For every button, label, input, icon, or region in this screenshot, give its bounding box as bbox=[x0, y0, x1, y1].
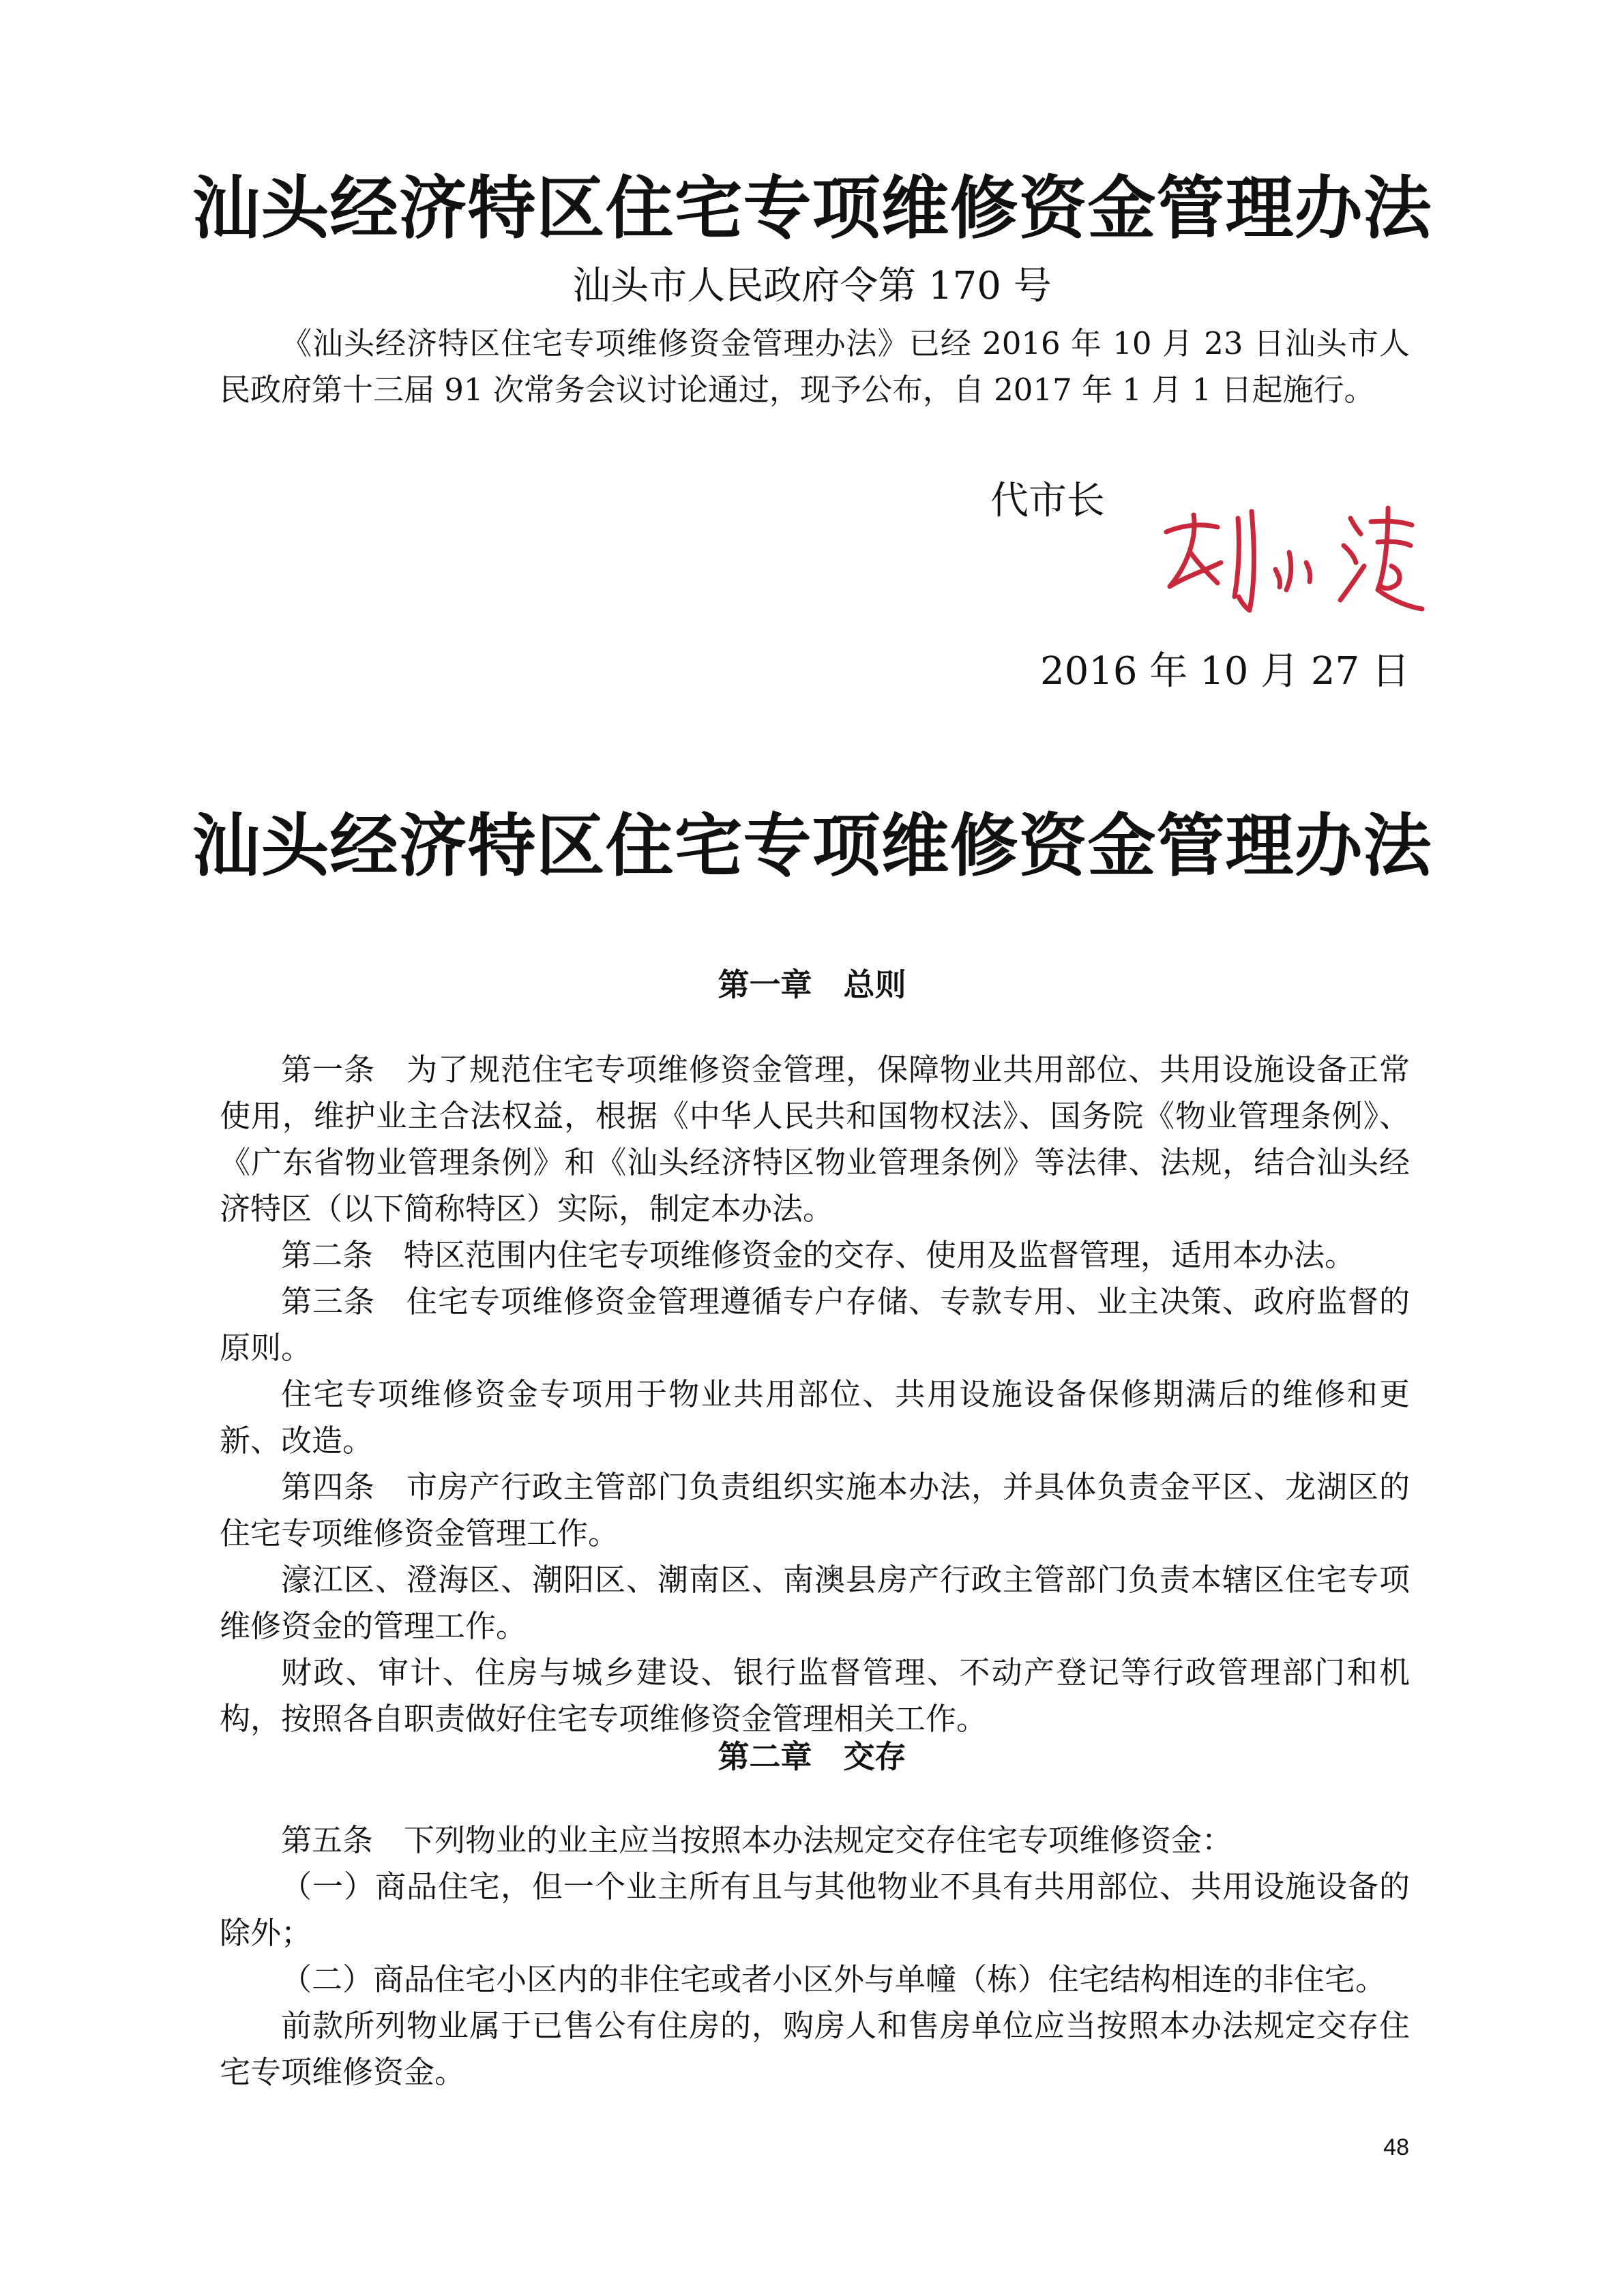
decree-number: 汕头市人民政府令第 170 号 bbox=[572, 264, 1052, 308]
article-paragraph: 第三条 住宅专项维修资金管理遵循专户存储、专款专用、业主决策、政府监督的原则。 bbox=[220, 1283, 1410, 1366]
article-paragraph: 住宅专项维修资金专项用于物业共用部位、共用设施设备保修期满后的维修和更新、改造。 bbox=[220, 1376, 1410, 1459]
article-paragraph: 第一条 为了规范住宅专项维修资金管理，保障物业共用部位、共用设施设备正常使用，维护业主合法权益，根据《中华人民共和国物权法》、国务院《物业管理条例》、《广东省物业管理条例》和《汕头经济特区物业管理条例》等法律、法规，结合汕头经济特区（以下简称特区）实际，制定本办法。 bbox=[220, 1052, 1410, 1227]
signer-title: 代市长 bbox=[990, 479, 1105, 523]
article-paragraph: 濠江区、澄海区、潮阳区、潮南区、南澳县房产行政主管部门负责本辖区住宅专项维修资金的管理工作。 bbox=[220, 1562, 1410, 1644]
handwritten-signature bbox=[1153, 488, 1426, 624]
promulgation-paragraph: 《汕头经济特区住宅专项维修资金管理办法》已经 2016 年 10 月 23 日汕头市人民政府第十三届 91 次常务会议讨论通过，现予公布，自 2017 年 1 月 1 日起施行。 bbox=[220, 325, 1410, 408]
chapter-1-body bbox=[220, 1047, 1410, 1742]
article-paragraph: （一）商品住宅，但一个业主所有且与其他物业不具有共用部位、共用设施设备的除外； bbox=[220, 1868, 1410, 1951]
regulation-title: 汕头经济特区住宅专项维修资金管理办法 bbox=[192, 806, 1432, 886]
signing-date: 2016 年 10 月 27 日 bbox=[1039, 649, 1410, 694]
chapter-2-heading: 第二章 交存 bbox=[718, 1738, 906, 1775]
article-paragraph: 前款所列物业属于已售公有住房的，购房人和售房单位应当按照本办法规定交存住宅专项维修资金。 bbox=[220, 2008, 1410, 2090]
article-paragraph: 第二条 特区范围内住宅专项维修资金的交存、使用及监督管理，适用本办法。 bbox=[281, 1237, 1356, 1273]
article-paragraph: 财政、审计、住房与城乡建设、银行监督管理、不动产登记等行政管理部门和机构，按照各自职责做好住宅专项维修资金管理相关工作。 bbox=[220, 1654, 1410, 1737]
chapter-1-heading: 第一章 总则 bbox=[718, 966, 906, 1003]
promulgation-text-block bbox=[220, 320, 1410, 413]
decree-title: 汕头经济特区住宅专项维修资金管理办法 bbox=[192, 168, 1432, 248]
article-paragraph: 第五条 下列物业的业主应当按照本办法规定交存住宅专项维修资金： bbox=[281, 1822, 1233, 1858]
chapter-2-body bbox=[220, 1817, 1410, 2096]
article-paragraph: 第四条 市房产行政主管部门负责组织实施本办法，并具体负责金平区、龙湖区的住宅专项维修资金管理工作。 bbox=[220, 1469, 1410, 1551]
page-number: 48 bbox=[1383, 2134, 1409, 2160]
article-paragraph: （二）商品住宅小区内的非住宅或者小区外与单幢（栋）住宅结构相连的非住宅。 bbox=[281, 1961, 1387, 1997]
